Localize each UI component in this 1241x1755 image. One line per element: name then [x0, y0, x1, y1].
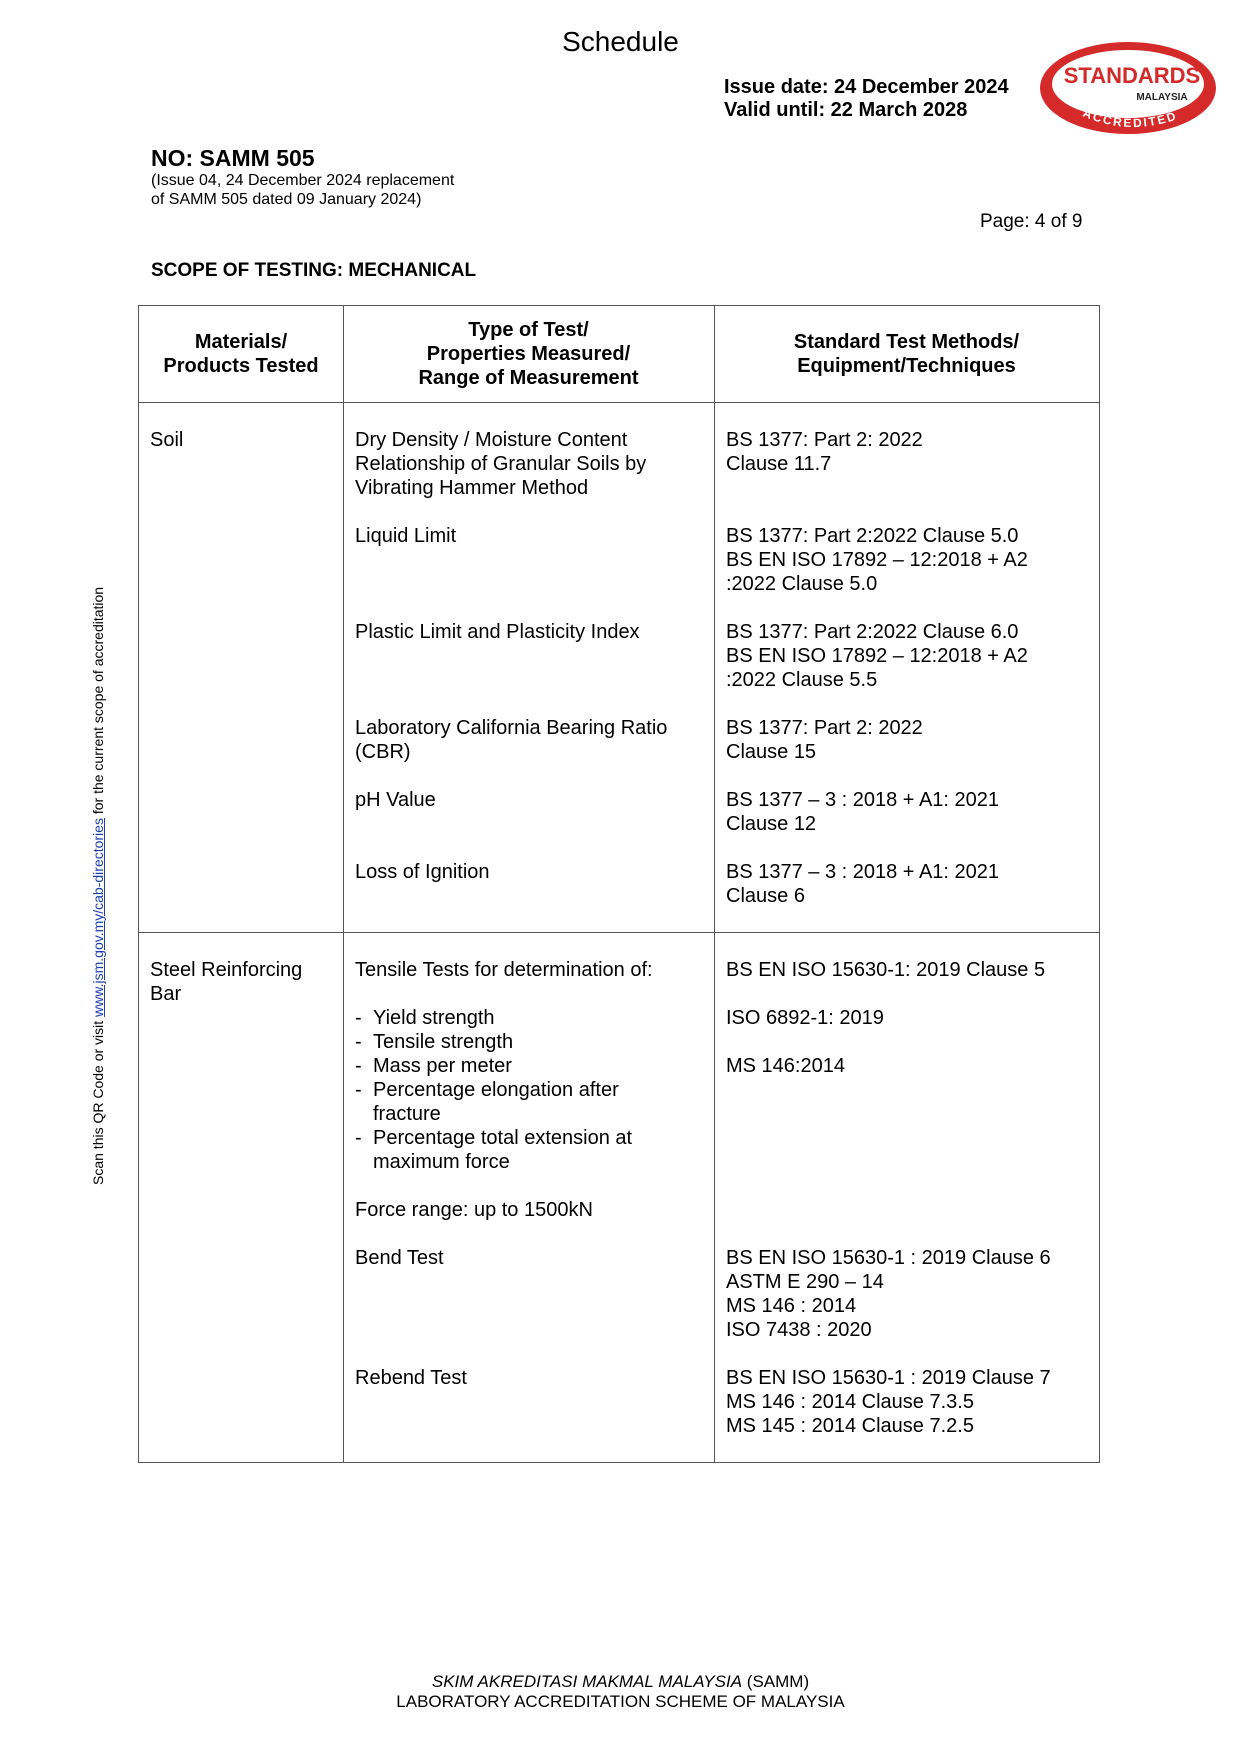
test-type-line: Relationship of Granular Soils by [355, 453, 647, 475]
soil-test-method [726, 620, 1028, 692]
tensile-item: - Tensile strength [355, 1031, 514, 1053]
side-note-suffix: for the current scope of accreditation [90, 586, 106, 819]
tensile-test-type [355, 958, 653, 1222]
method-line: Clause 11.7 [726, 453, 832, 475]
header-type-line: Type of Test/ [468, 319, 589, 341]
page-number: Page: 4 of 9 [980, 211, 1083, 232]
header-materials-line: Products Tested [163, 355, 319, 377]
scope-heading: SCOPE OF TESTING: MECHANICAL [151, 260, 477, 281]
test-type-line: Dry Density / Moisture Content [355, 429, 628, 451]
test-type-line: pH Value [355, 789, 436, 811]
tensile-item: - Yield strength [355, 1007, 495, 1029]
method-line: ASTM E 290 – 14 [726, 1271, 884, 1293]
soil-test-type [355, 620, 640, 644]
soil-test-type [355, 524, 456, 548]
method-line: BS EN ISO 15630-1: 2019 Clause 5 [726, 959, 1046, 981]
material-soil: Soil [150, 429, 184, 451]
bend-test-methods [726, 1246, 1051, 1342]
soil-test-method [726, 524, 1028, 596]
soil-test-method [726, 716, 923, 764]
side-note-prefix: Scan this QR Code or visit [90, 1016, 106, 1185]
method-line: BS 1377: Part 2: 2022 [726, 429, 923, 451]
header-type-of-test [343, 306, 714, 402]
tensile-item: - Percentage total extension at maximum force [355, 1127, 633, 1173]
method-line: ISO 6892-1: 2019 [726, 1007, 884, 1029]
rebend-test-methods [726, 1366, 1051, 1438]
material-line: Bar [150, 983, 182, 1005]
test-type-line: (CBR) [355, 741, 411, 763]
logo-text-malaysia: MALAYSIA [1136, 92, 1188, 103]
method-line: :2022 Clause 5.5 [726, 669, 878, 691]
soil-test-method [726, 860, 999, 908]
side-note [90, 555, 110, 1185]
method-line: BS 1377 – 3 : 2018 + A1: 2021 [726, 861, 1000, 883]
method-line: MS 146 : 2014 [726, 1295, 857, 1317]
tensile-intro: Tensile Tests for determination of: [355, 959, 653, 981]
tensile-item: - Percentage elongation after fracture [355, 1079, 619, 1125]
method-line: Clause 12 [726, 813, 817, 835]
standards-malaysia-accredited-logo [1037, 38, 1219, 138]
test-type-line: Laboratory California Bearing Ratio [355, 717, 668, 739]
header-type-line: Properties Measured/ [426, 343, 631, 365]
scope-table [138, 305, 1100, 1463]
test-type-line: Plastic Limit and Plasticity Index [355, 621, 640, 643]
issue-note-line-2: of SAMM 505 dated 09 January 2024) [151, 191, 422, 208]
test-type-line: Vibrating Hammer Method [355, 477, 589, 499]
method-line: Clause 6 [726, 885, 805, 907]
material-steel-reinforcing-bar [150, 958, 302, 1006]
logo-text-standards: STANDARDS [1063, 63, 1201, 88]
valid-until: Valid until: 22 March 2028 [724, 99, 968, 121]
header-materials [139, 306, 343, 402]
header-standard-methods [714, 306, 1099, 402]
tensile-test-methods [726, 958, 1045, 1078]
method-line: BS 1377 – 3 : 2018 + A1: 2021 [726, 789, 1000, 811]
test-type-line: Loss of Ignition [355, 861, 490, 883]
method-line: BS 1377: Part 2: 2022 [726, 717, 923, 739]
method-line: MS 146:2014 [726, 1055, 845, 1077]
schedule-number: NO: SAMM 505 [151, 145, 315, 171]
bend-test-type: Bend Test [355, 1247, 444, 1269]
soil-test-type [355, 788, 436, 812]
header-methods-line: Standard Test Methods/ [793, 331, 1020, 353]
tensile-item: - Mass per meter [355, 1055, 512, 1077]
logo-text-accredited: ACCREDITED [1081, 105, 1180, 131]
soil-test-method [726, 428, 923, 476]
issue-date: Issue date: 24 December 2024 [724, 76, 1009, 98]
footer-line-1 [0, 1672, 1241, 1692]
footer-line-2: LABORATORY ACCREDITATION SCHEME OF MALAYSIA [396, 1692, 845, 1711]
document-title: Schedule [562, 26, 679, 57]
method-line: BS EN ISO 17892 – 12:2018 + A2 [726, 645, 1028, 667]
test-type-line: Liquid Limit [355, 525, 457, 547]
method-line: MS 145 : 2014 Clause 7.2.5 [726, 1415, 974, 1437]
method-line: BS EN ISO 17892 – 12:2018 + A2 [726, 549, 1028, 571]
soil-test-type [355, 860, 490, 884]
method-line: :2022 Clause 5.0 [726, 573, 878, 595]
method-line: BS 1377: Part 2:2022 Clause 5.0 [726, 525, 1019, 547]
footer-samm-acronym: (SAMM) [742, 1672, 810, 1691]
soil-test-type [355, 716, 667, 764]
method-line: BS 1377: Part 2:2022 Clause 6.0 [726, 621, 1019, 643]
issue-note-line-1: (Issue 04, 24 December 2024 replacement [151, 172, 455, 189]
force-range: Force range: up to 1500kN [355, 1199, 593, 1221]
header-type-line: Range of Measurement [418, 367, 639, 389]
cab-directories-link[interactable]: www.jsm.gov.my/cab-directories [90, 818, 106, 1017]
method-line: ISO 7438 : 2020 [726, 1319, 872, 1341]
material-line: Steel Reinforcing [150, 959, 303, 981]
header-methods-line: Equipment/Techniques [797, 355, 1016, 377]
method-line: BS EN ISO 15630-1 : 2019 Clause 7 [726, 1367, 1051, 1389]
method-line: BS EN ISO 15630-1 : 2019 Clause 6 [726, 1247, 1051, 1269]
soil-test-type [355, 428, 646, 500]
soil-test-method [726, 788, 999, 836]
rebend-test-type: Rebend Test [355, 1367, 467, 1389]
header-materials-line: Materials/ [194, 331, 288, 353]
footer-samm-name: SKIM AKREDITASI MAKMAL MALAYSIA [431, 1672, 743, 1691]
method-line: MS 146 : 2014 Clause 7.3.5 [726, 1391, 974, 1413]
method-line: Clause 15 [726, 741, 817, 763]
